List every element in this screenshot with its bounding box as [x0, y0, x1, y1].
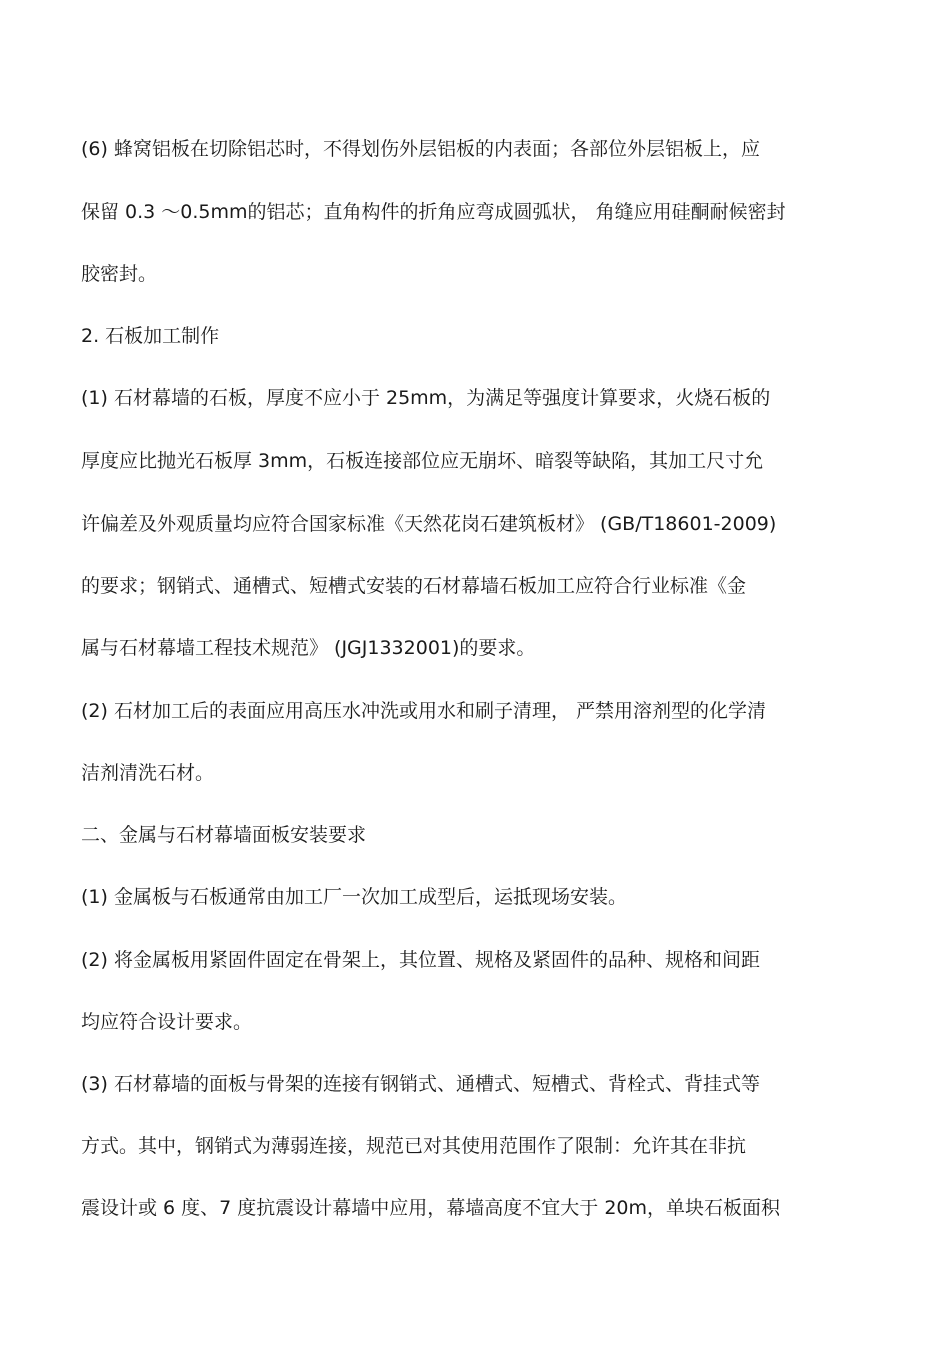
text-line: (2) 将金属板用紧固件固定在骨架上，其位置、规格及紧固件的品种、规格和间距 — [81, 949, 760, 971]
text-line: 震设计或 6 度、7 度抗震设计幕墙中应用，幕墙高度不宜大于 20m，单块石板面积 — [81, 1197, 781, 1219]
text-line: 许偏差及外观质量均应符合国家标准《天然花岗石建筑板材》 (GB/T18601-2009) — [81, 513, 777, 535]
section-heading: 2. 石板加工制作 — [81, 325, 220, 347]
text-line: 均应符合设计要求。 — [81, 1011, 253, 1033]
text-line: 胶密封。 — [81, 263, 158, 285]
text-line: (3) 石材幕墙的面板与骨架的连接有钢销式、通槽式、短槽式、背栓式、背挂式等 — [81, 1073, 760, 1095]
text-line: (1) 石材幕墙的石板，厚度不应小于 25mm，为满足等强度计算要求，火烧石板的 — [81, 387, 771, 409]
text-line: 的要求；钢销式、通槽式、短槽式安装的石材幕墙石板加工应符合行业标准《金 — [81, 575, 747, 597]
text-line: 保留 0.3 ～0.5mm的铝芯；直角构件的折角应弯成圆弧状， 角缝应用硅酮耐候密封 — [81, 201, 786, 223]
text-line: 方式。其中，钢销式为薄弱连接，规范已对其使用范围作了限制：允许其在非抗 — [81, 1135, 747, 1157]
text-line: 厚度应比抛光石板厚 3mm，石板连接部位应无崩坏、暗裂等缺陷，其加工尺寸允 — [81, 450, 764, 472]
text-line: (2) 石材加工后的表面应用高压水冲洗或用水和刷子清理， 严禁用溶剂型的化学清 — [81, 700, 766, 722]
text-line: (1) 金属板与石板通常由加工厂一次加工成型后，运抵现场安装。 — [81, 886, 627, 908]
text-line: 属与石材幕墙工程技术规范》 (JGJ1332001)的要求。 — [81, 637, 536, 659]
text-line: 洁剂清洗石材。 — [81, 762, 215, 784]
section-heading: 二、金属与石材幕墙面板安装要求 — [81, 824, 367, 846]
text-line: (6) 蜂窝铝板在切除铝芯时，不得划伤外层铝板的内表面；各部位外层铝板上，应 — [81, 138, 760, 160]
